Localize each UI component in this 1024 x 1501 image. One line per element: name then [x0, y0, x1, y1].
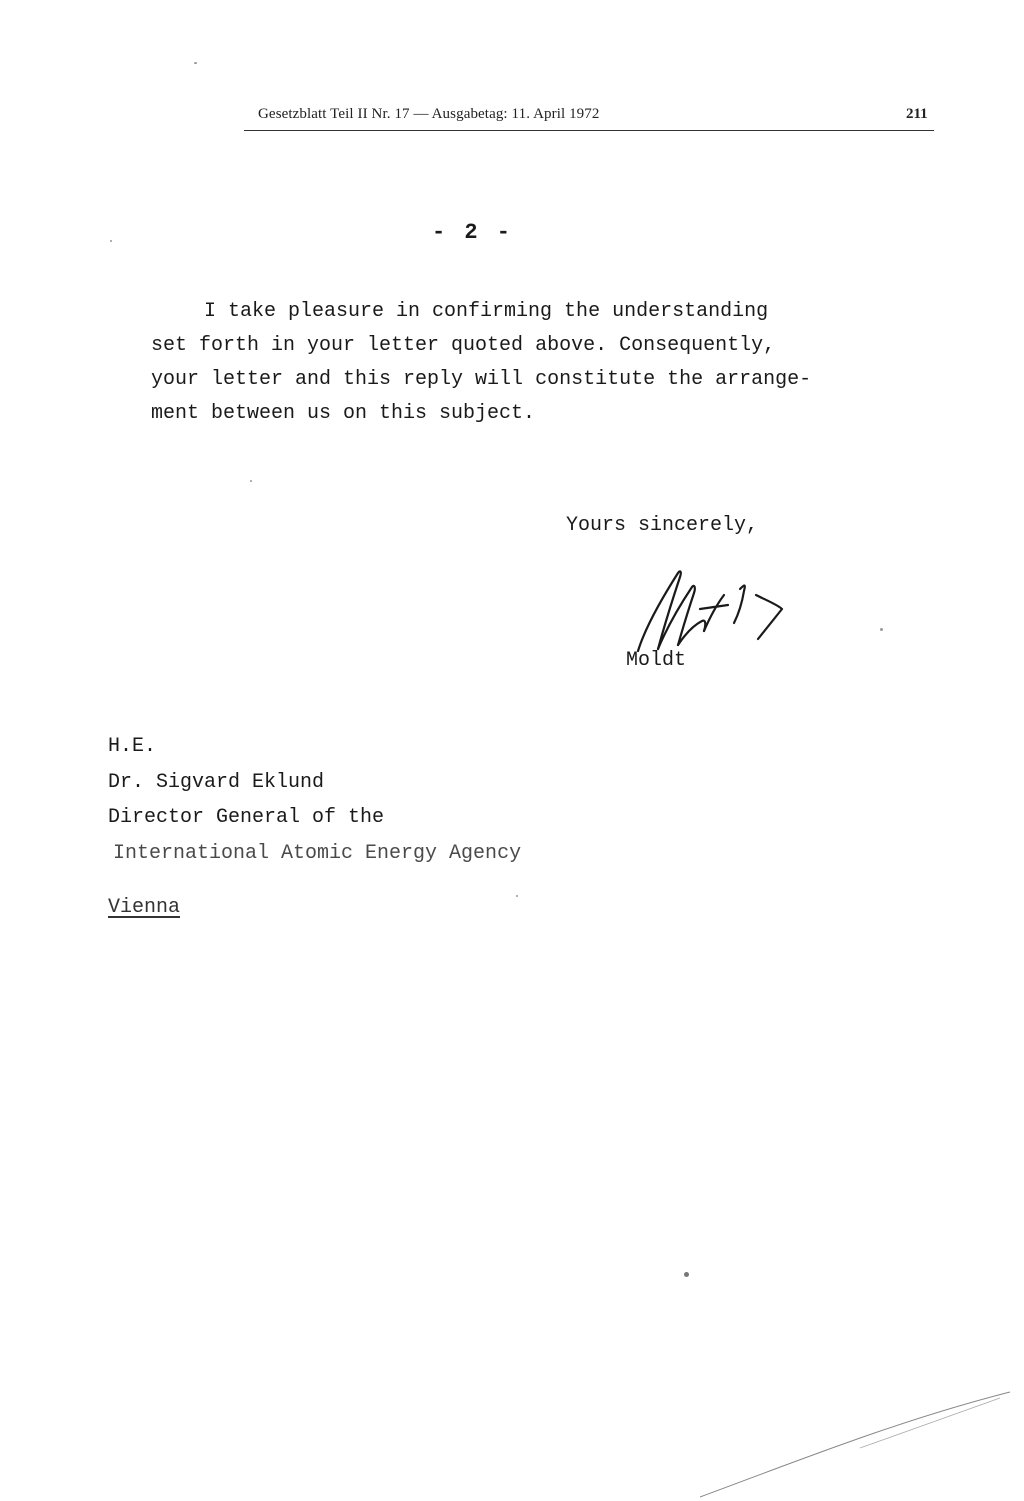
addressee-name: Dr. Sigvard Eklund: [108, 771, 325, 794]
body-line-4: ment between us on this subject.: [151, 402, 536, 425]
addressee-organization: International Atomic Energy Agency: [113, 842, 522, 865]
closing-salutation: Yours sincerely,: [566, 514, 759, 537]
signer-name: Moldt: [626, 649, 687, 672]
body-line-3: your letter and this reply will constitute the arrange-: [151, 368, 812, 391]
body-line-2: set forth in your letter quoted above. Consequently,: [151, 334, 776, 357]
gazette-header-title: Gesetzblatt Teil II Nr. 17 — Ausgabetag: 11. April 1972: [258, 106, 600, 122]
addressee-honorific: H.E.: [108, 735, 157, 758]
letter-page-marker: - 2 -: [432, 220, 514, 245]
addressee-city: Vienna: [108, 896, 181, 919]
body-line-1: I take pleasure in confirming the understanding: [204, 300, 769, 323]
addressee-title: Director General of the: [108, 806, 385, 829]
gazette-page-number: 211: [906, 106, 928, 122]
